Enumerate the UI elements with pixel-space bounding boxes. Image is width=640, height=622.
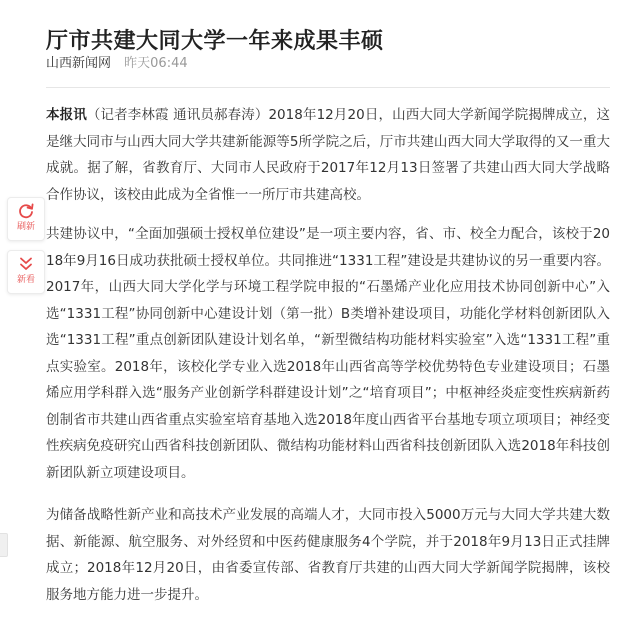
article-paragraph-text: 共建协议中，“全面加强硕士授权单位建设”是一项主要内容，省、市、校全力配合，该校于2018年9月16日成功获批硕士授权单位。共同推进“1331工程”建设是共建协议的另一重要内容。2017年，山西大同大学化学与环境工程学院申报的“石墨烯产业化应用技术协同创新中心”入选“1331工程”协同创新中心建设计划（第一批）B类增补建设项目，功能化学材料创新团队入选“1331工程”重点创新团队建设计划名单，“新型微结构功能材料实验室”入选“1331工程”重点实验室。2018年，该校化学专业入选2018年山西省高等学校优势特色专业建设项目；石墨烯应用学科群入选“服务产业创新学科群建设计划”之“培育项目”；中枢神经炎症变性疾病新药创制省市共建山西省重点实验室培育基地入选2018年度山西省平台基地专项立项项目；神经变性疾病免疫研究山西省科技创新团队、微结构功能材料山西省科技创新团队入选2018年科技创新团队新立项建设项目。 xyxy=(46,226,610,481)
article-paragraph-text: 为储备战略性新产业和高技术产业发展的高端人才，大同市投入5000万元与大同大学共建大数据、新能源、航空服务、对外经贸和中医药健康服务4个学院，并于2018年9月13日正式挂牌成立；2018年12月20日，由省委宣传部、省教育厅共建的山西大同大学新闻学院揭牌，该校服务地方能力进一步提升。 xyxy=(46,507,610,603)
article-paragraph xyxy=(46,102,610,208)
article-paragraph xyxy=(46,221,610,486)
next-article-label: 新看 xyxy=(16,275,35,285)
article-body xyxy=(46,102,610,622)
edge-tab[interactable] xyxy=(0,533,8,557)
refresh-icon xyxy=(17,202,35,220)
article-source[interactable]: 山西新闻网 xyxy=(46,56,112,71)
refresh-label: 刷新 xyxy=(16,222,35,232)
article-paragraph-text: （记者李林霞 通讯员郝春涛）2018年12月20日，山西大同大学新闻学院揭牌成立，这是继大同市与山西大同大学共建新能源等5所学院之后，厅市共建山西大同大学取得的又一重大成就。据了解，省教育厅、大同市人民政府于2017年12月13日签署了共建山西大同大学战略合作协议，该校由此成为全省惟一一所厅市共建高校。 xyxy=(46,107,610,203)
article-lead: 本报讯 xyxy=(46,107,87,123)
next-article-button[interactable] xyxy=(7,250,45,294)
article-title: 厅市共建大同大学一年来成果丰硕 xyxy=(46,28,384,54)
double-chevron-down-icon xyxy=(17,255,35,273)
article-meta xyxy=(46,55,188,73)
article-time: 昨天06:44 xyxy=(124,56,188,71)
meta-divider xyxy=(46,87,610,88)
article-paragraph xyxy=(46,502,610,608)
refresh-button[interactable] xyxy=(7,197,45,241)
